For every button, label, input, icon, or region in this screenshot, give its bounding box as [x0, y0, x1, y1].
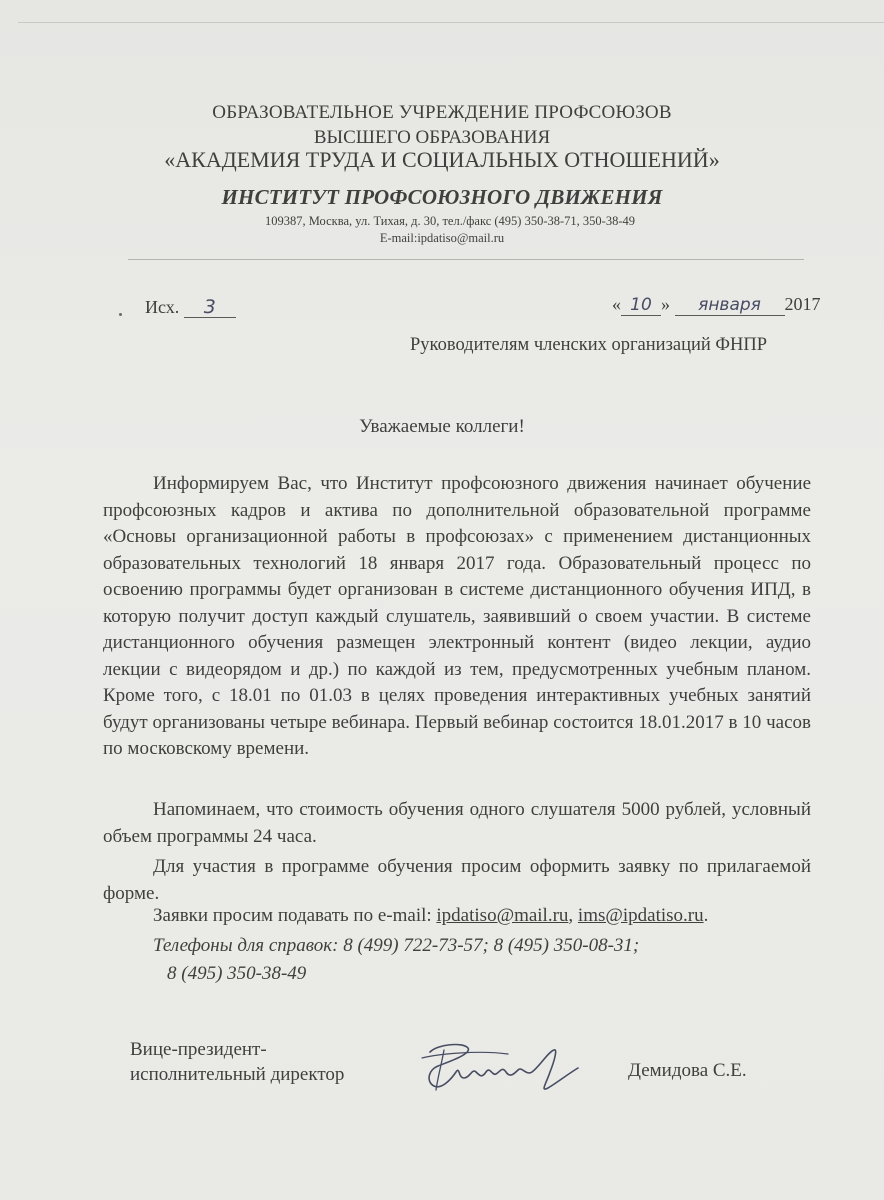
letterhead-divider	[128, 259, 804, 260]
outgoing-number-value: 3	[184, 297, 236, 318]
institute-name: ИНСТИТУТ ПРОФСОЮЗНОГО ДВИЖЕНИЯ	[221, 185, 663, 209]
email-period: .	[703, 905, 709, 926]
scan-edge-line	[18, 22, 884, 23]
org-name-line2: ВЫСШЕГО ОБРАЗОВАНИЯ	[313, 127, 551, 148]
phones-line-2: 8 (495) 350-38-49	[167, 963, 307, 984]
org-name-line1: ОБРАЗОВАТЕЛЬНОЕ УЧРЕЖДЕНИЕ ПРОФСОЮЗОВ	[212, 102, 672, 123]
signatory-title-line2: исполнительный директор	[130, 1064, 345, 1085]
handwritten-signature	[408, 1032, 588, 1098]
outgoing-number	[145, 297, 236, 318]
body-paragraph-4	[153, 905, 708, 927]
date-year: 2017	[784, 294, 821, 314]
email-separator: ,	[568, 905, 578, 926]
applications-text: Заявки просим подавать по e-mail:	[153, 905, 437, 926]
signatory-title-line1: Вице-президент-	[130, 1039, 267, 1060]
institute-address: 109387, Москва, ул. Тихая, д. 30, тел./факс (495) 350-38-71, 350-38-49	[265, 214, 635, 228]
contact-phones	[153, 932, 733, 988]
body-paragraph-1: Информируем Вас, что Институт профсоюзного движения начинает обучение профсоюзных кадров и актива по дополнительной образовательной программе «Основы организационной работы в профсоюзах» с применением дистанционных образовательных технологий 18 января 2017 года. Образовательный процесс по освоению программы будет организован в системе дистанционного обучения ИПД, в которую получит доступ каждый слушатель, заявивший о своем участии. В системе дистанционного обучения размещен электронный контент (видео лекции, аудио лекции с видеорядом и др.) по каждой из тем, предусмотренных учебным планом. Кроме того, с 18.01 по 01.03 в целях проведения интерактивных учебных занятий будут организованы четыре вебинара. Первый вебинар состоится 18.01.2017 в 10 часов по московскому времени.	[103, 473, 811, 759]
signatory-name: Демидова С.Е.	[628, 1060, 747, 1081]
date-close-quote: »	[661, 294, 670, 314]
email-link-ipdatiso[interactable]: ipdatiso@mail.ru	[436, 905, 569, 926]
body-paragraph-3: Для участия в программе обучения просим оформить заявку по прилагаемой форме.	[103, 856, 811, 904]
salutation: Уважаемые коллеги!	[359, 416, 525, 437]
institute-email: E-mail:ipdatiso@mail.ru	[379, 231, 505, 245]
date-month: января	[675, 295, 785, 316]
phones-line-1: Телефоны для справок: 8 (499) 722-73-57; 8 (495) 350-08-31;	[153, 935, 640, 956]
date-open-quote: «	[612, 294, 621, 314]
date-day: 10	[621, 295, 661, 316]
signatory-title	[130, 1037, 344, 1087]
org-name-line3: «АКАДЕМИЯ ТРУДА И СОЦИАЛЬНЫХ ОТНОШЕНИЙ»	[164, 147, 720, 172]
email-link-ims[interactable]: ims@ipdatiso.ru	[577, 905, 704, 926]
outgoing-label: Исх.	[145, 297, 180, 317]
body-paragraph-2: Напоминаем, что стоимость обучения одного слушателя 5000 рублей, условный объем программы 24 часа.	[103, 799, 811, 847]
scan-speck	[119, 313, 122, 316]
addressee: Руководителям членских организаций ФНПР	[410, 335, 768, 355]
letter-date	[612, 294, 821, 316]
